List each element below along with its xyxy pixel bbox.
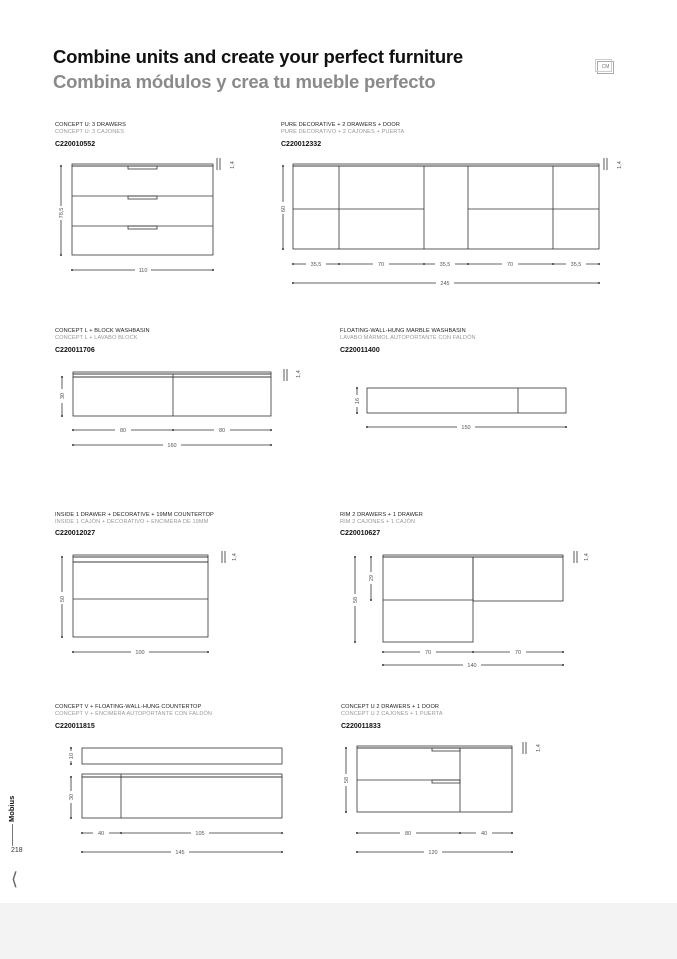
dim-label: 1,4 — [296, 370, 302, 378]
dim-label: 110 — [138, 268, 148, 274]
dim-label: 100 — [135, 650, 145, 656]
page-title: Combine units and create your perfect furniture — [53, 46, 464, 67]
dim-label: 80 — [119, 428, 127, 434]
dim-label: 30 — [60, 392, 66, 400]
dim-label: 70 — [377, 262, 385, 268]
drawing-rim-drawers — [355, 551, 577, 665]
dim-label: 30 — [69, 793, 75, 801]
product-code: C220012332 — [281, 141, 322, 148]
dim-label: 1,4 — [536, 744, 542, 752]
dim-label: 35,5 — [439, 262, 451, 268]
product-code: C220011400 — [340, 347, 380, 354]
brand-label: Mobius — [7, 795, 16, 822]
dim-label: 145 — [175, 850, 185, 856]
dim-label: 70 — [506, 262, 514, 268]
dim-label: 80 — [404, 831, 412, 837]
dim-label: 150 — [461, 425, 471, 431]
dim-label: 60 — [281, 205, 287, 213]
dim-label: 245 — [440, 281, 450, 287]
dim-label: 1,4 — [617, 161, 623, 169]
product-name-es: INSIDE 1 CAJÓN + DECORATIVO + ENCIMERA DE 19MM — [55, 519, 209, 525]
product-name-es: LAVABO MÁRMOL AUTOPORTANTE CON FALDÓN — [340, 335, 476, 341]
page-subtitle: Combina módulos y crea tu mueble perfecto — [53, 71, 436, 92]
dim-label: 58 — [344, 776, 350, 784]
brand-divider — [12, 824, 13, 846]
unit-badge: CM — [597, 61, 614, 74]
dim-label: 1,4 — [232, 553, 238, 561]
dim-label: 120 — [428, 850, 438, 856]
drawing-concept-u-2-drawers-door — [346, 742, 526, 852]
product-code: C220010552 — [55, 141, 96, 148]
dim-label: 10 — [69, 752, 75, 760]
product-name-es: CONCEPT V + ENCIMERA AUTOPORTANTE CON FALDÓN — [55, 711, 213, 717]
dim-label: 78,5 — [59, 207, 65, 219]
product-code: C220011706 — [55, 347, 95, 354]
dim-label: 70 — [424, 650, 432, 656]
product-name: PURE DECORATIVE + 2 DRAWERS + DOOR — [281, 122, 401, 128]
drawing-concept-l-block — [62, 369, 287, 445]
product-name-es: CONCEPT L + LAVABO BLOCK — [55, 335, 138, 341]
product-name: CONCEPT U: 3 DRAWERS — [55, 122, 126, 128]
dim-label: 40 — [480, 831, 488, 837]
product-name: INSIDE 1 DRAWER + DECORATIVE + 19MM COUNTERTOP — [55, 512, 214, 518]
product-code: C220012027 — [55, 530, 96, 537]
dim-label: 58 — [353, 596, 359, 604]
product-name: FLOATING-WALL-HUNG MARBLE WASHBASIN — [340, 328, 466, 334]
dim-label: 35,5 — [310, 262, 322, 268]
dim-label: 35,5 — [570, 262, 582, 268]
product-name: CONCEPT U 2 DRAWERS + 1 DOOR — [341, 704, 440, 710]
dim-label: 1,4 — [584, 553, 590, 561]
product-code: C220010627 — [340, 530, 381, 537]
product-name: CONCEPT L + BLOCK WASHBASIN — [55, 328, 150, 334]
dim-label: 40 — [97, 831, 105, 837]
dim-label: 70 — [514, 650, 522, 656]
dim-label: 16 — [355, 397, 361, 405]
dim-label: 105 — [195, 831, 205, 837]
dim-label: 29 — [369, 574, 375, 582]
product-name-es: CONCEPT U 2 CAJONES + 1 PUERTA — [341, 711, 443, 717]
product-name-es: PURE DECORATIVO + 2 CAJONES + PUERTA — [281, 129, 405, 135]
product-code: C220011815 — [55, 723, 95, 730]
dim-label: 160 — [167, 443, 177, 449]
drawing-marble-washbasin — [357, 388, 566, 427]
page-number: 218 — [11, 847, 23, 854]
product-name: RIM 2 DRAWERS + 1 DRAWER — [340, 512, 423, 518]
dim-label: 80 — [218, 428, 226, 434]
drawing-concept-u-3-drawers — [61, 158, 220, 270]
product-name-es: RIM 2 CAJONES + 1 CAJÓN — [340, 519, 416, 525]
product-code: C220011833 — [341, 723, 381, 730]
dim-label: 50 — [60, 595, 66, 603]
drawing-inside-1-drawer — [62, 551, 225, 652]
product-name-es: CONCEPT U: 3 CAJONES — [55, 129, 125, 135]
product-name: CONCEPT V + FLOATING-WALL-HUNG COUNTERTOP — [55, 704, 202, 710]
chevron-left-icon[interactable]: ⟨ — [11, 869, 19, 889]
dim-label: 140 — [467, 663, 477, 669]
dim-label: 1,4 — [230, 161, 236, 169]
